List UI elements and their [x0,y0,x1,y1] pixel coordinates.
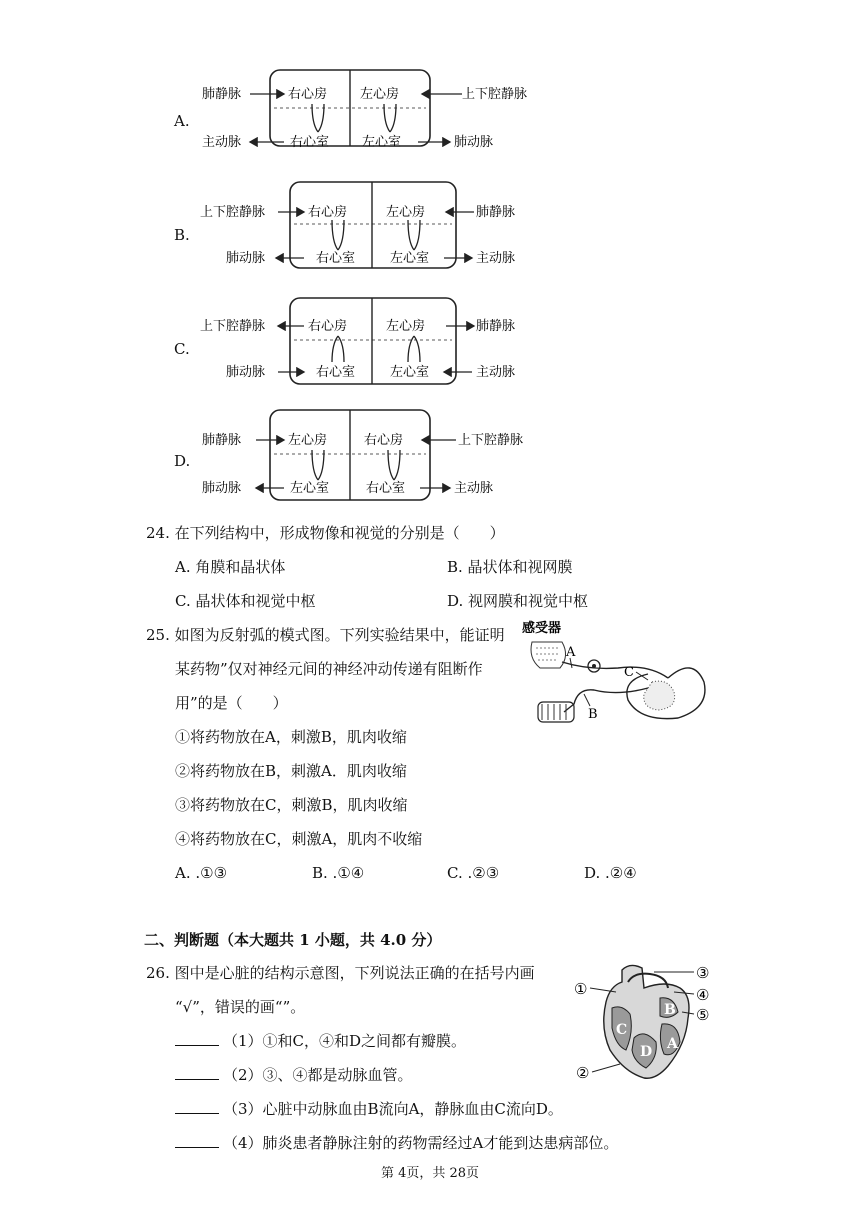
q25-item: ①将药物放在A，刺激B，肌肉收缩 [175,728,407,746]
outer-label: 肺静脉 [476,319,516,334]
box-label: 左心房 [360,87,400,102]
label-4: ④ [696,986,710,1004]
label-1: ① [574,980,588,998]
q25-item: ③将药物放在C，刺激B，肌肉收缩 [175,796,408,814]
heart-flow-diagram [200,66,560,170]
q24-option-c[interactable]: C. 晶状体和视觉中枢 [175,592,316,610]
q26-stem: 26. 图中是心脏的结构示意图，下列说法正确的在括号内画 [146,964,535,982]
q26-item-text: （2）③、④都是动脉血管。 [223,1066,413,1084]
outer-label: 肺静脉 [476,205,516,220]
box-label: 左心房 [386,319,426,334]
answer-blank[interactable] [175,1099,219,1114]
outer-label: 上下腔静脉 [462,87,528,102]
outer-label: 肺动脉 [454,135,494,150]
box-label: 右心房 [364,433,404,448]
q26-item [175,1099,563,1119]
heart-flow-diagram [200,406,560,510]
box-label: 右心房 [288,87,328,102]
box-label: 左心室 [290,481,330,496]
q26-item-text: （3）心脏中动脉血由B流向A，静脉血由C流向D。 [223,1100,563,1118]
label-a: A [667,1036,678,1052]
q24-option-b[interactable]: B. 晶状体和视网膜 [447,558,573,576]
option-label: C. [174,340,190,358]
outer-label: 肺动脉 [226,251,266,266]
q25-stem: 某药物”仅对神经元间的神经冲动传递有阻断作 [175,660,483,678]
option-label: A. [174,112,190,130]
box-label: 左心房 [386,205,426,220]
answer-blank[interactable] [175,1065,219,1080]
box-label: 右心室 [290,135,330,150]
answer-blank[interactable] [175,1031,219,1046]
label-b: B [664,1002,676,1018]
q25-option-b[interactable]: B. .①④ [312,864,365,882]
q25-stem: 用”的是（ ） [175,694,288,712]
q26-item [175,1031,466,1051]
box-label: 右心室 [316,251,356,266]
q26-item-text: （1）①和C，④和D之间都有瓣膜。 [223,1032,467,1050]
q26-item [175,1133,618,1153]
box-label: 右心室 [366,481,406,496]
label-5: ⑤ [696,1006,710,1024]
label-c: C [624,665,634,680]
page-number: 第 4页，共 28页 [380,1166,480,1181]
outer-label: 主动脉 [202,135,242,150]
q25-stem: 25. 如图为反射弧的模式图。下列实验结果中，能证明 [146,626,505,644]
box-label: 左心室 [390,365,430,380]
q24-option-a[interactable]: A. 角膜和晶状体 [175,558,286,576]
q26-stem: “√”，错误的画“”。 [175,998,306,1016]
reflex-arc-figure [518,618,718,730]
outer-label: 上下腔静脉 [200,205,266,220]
option-label: B. [174,226,190,244]
heart-flow-diagram [196,178,556,282]
outer-label: 主动脉 [476,251,516,266]
heart-structure-figure [570,958,720,1088]
box-label: 右心房 [308,205,348,220]
outer-label: 主动脉 [454,481,494,496]
q23-option-b [172,178,542,282]
q24-stem: 24. 在下列结构中，形成物像和视觉的分别是（ ） [146,524,505,542]
q25-item: ④将药物放在C，刺激A，肌肉不收缩 [175,830,423,848]
label-2: ② [576,1064,590,1082]
q25-option-a[interactable]: A. .①③ [175,864,228,882]
label-c: C [616,1022,628,1038]
label-b: B [588,707,598,722]
q25-item: ②将药物放在B，刺激A．肌肉收缩 [175,762,407,780]
label-d: D [640,1044,653,1060]
q26-item-text: （4）肺炎患者静脉注射的药物需经过A才能到达患病部位。 [223,1134,619,1152]
option-label: D. [174,452,191,470]
q23-option-d [172,406,542,510]
outer-label: 肺静脉 [202,433,242,448]
outer-label: 肺动脉 [202,481,242,496]
receptor-label: 感受器 [522,621,562,636]
q25-option-c[interactable]: C. .②③ [447,864,500,882]
outer-label: 上下腔静脉 [458,433,524,448]
box-label: 右心室 [316,365,356,380]
label-3: ③ [696,964,710,982]
outer-label: 上下腔静脉 [200,319,266,334]
outer-label: 肺动脉 [226,365,266,380]
heart-flow-diagram [196,292,556,396]
q23-option-c [172,292,542,396]
box-label: 右心房 [308,319,348,334]
outer-label: 肺静脉 [202,87,242,102]
answer-blank[interactable] [175,1133,219,1148]
q24-option-d[interactable]: D. 视网膜和视觉中枢 [447,592,589,610]
box-label: 左心房 [288,433,328,448]
outer-label: 主动脉 [476,365,516,380]
box-label: 左心室 [362,135,402,150]
label-a: A [566,645,576,660]
q26-item [175,1065,413,1085]
q25-option-d[interactable]: D. .②④ [584,864,637,882]
q23-option-a [172,66,542,170]
box-label: 左心室 [390,251,430,266]
section-title: 二、判断题（本大题共 1 小题，共 4.0 分） [144,931,442,949]
